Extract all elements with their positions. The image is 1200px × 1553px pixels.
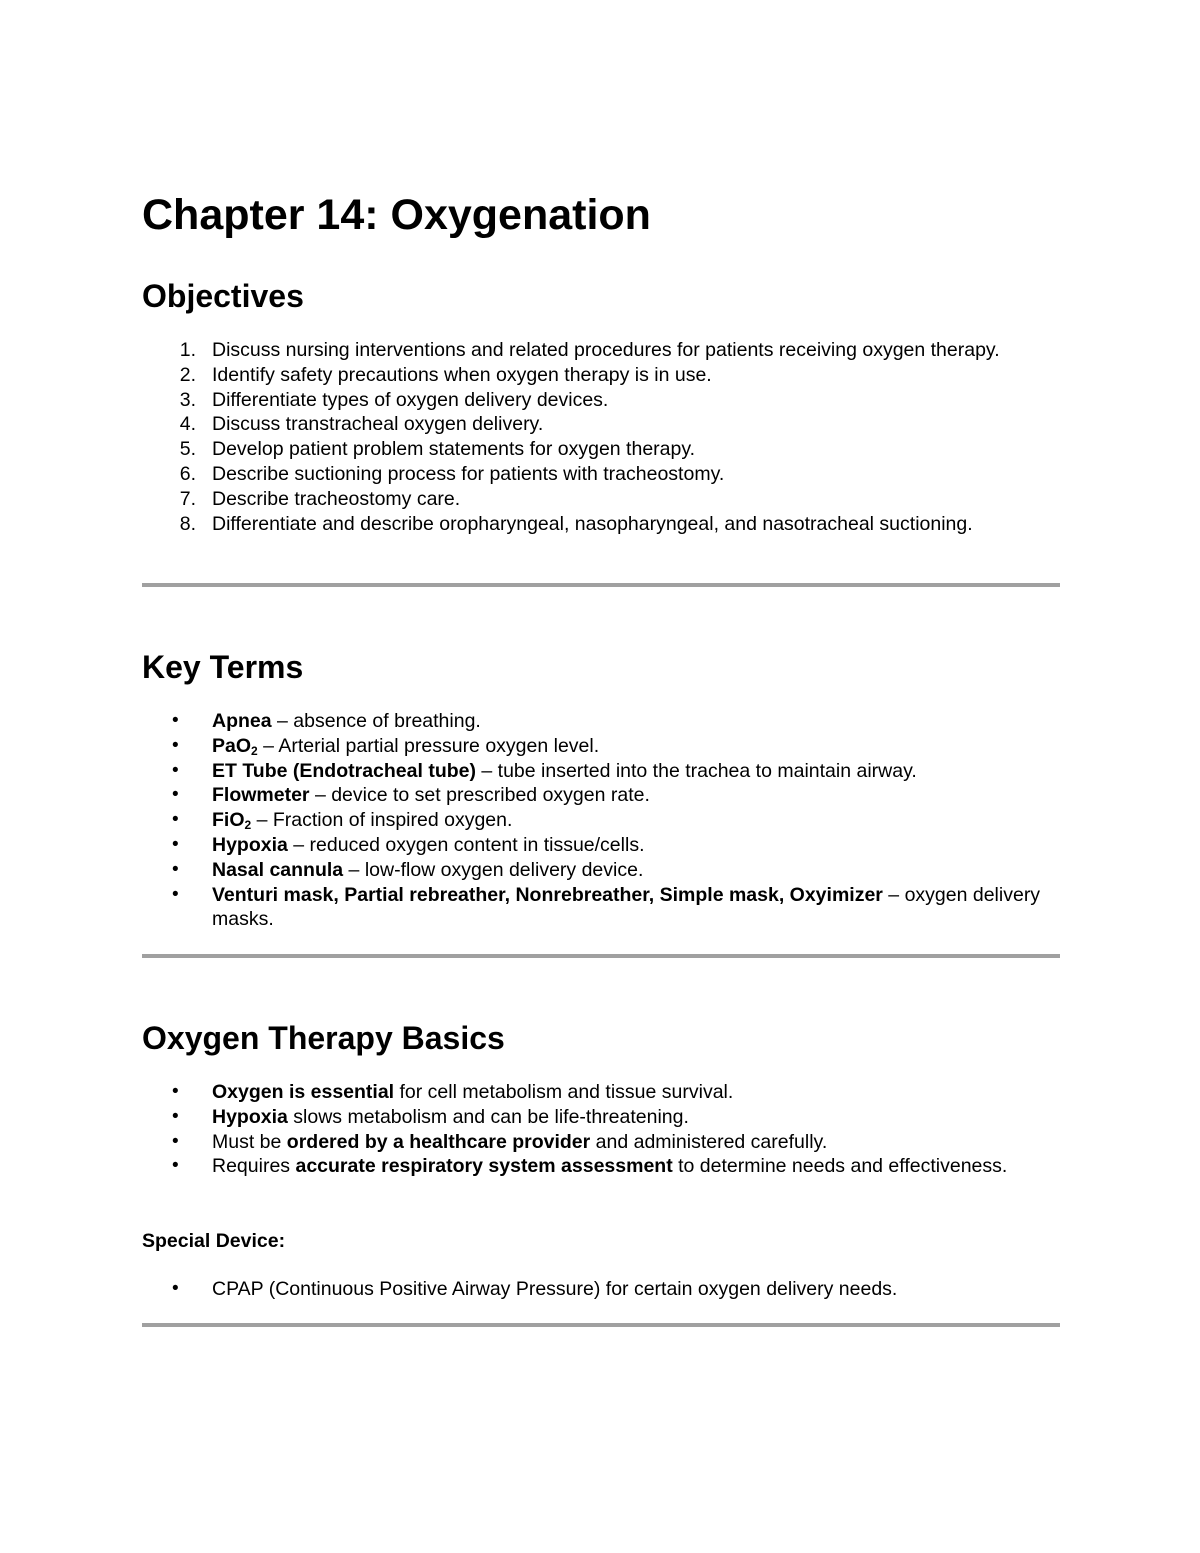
- bullet-icon: •: [172, 1105, 179, 1127]
- list-item: 7. Describe tracheostomy care.: [179, 487, 461, 510]
- bullet-icon: •: [172, 1130, 179, 1152]
- bullet-icon: •: [172, 759, 179, 781]
- list-item: 3. Differentiate types of oxygen delivery devices.: [179, 388, 609, 411]
- list-item: • Flowmeter – device to set prescribed oxygen rate.: [172, 784, 650, 807]
- list-item: 1. Discuss nursing interventions and related procedures for patients receiving oxygen therapy.: [179, 339, 1000, 361]
- bullet-icon: •: [172, 1278, 179, 1299]
- special-device-list: [142, 1277, 1060, 1302]
- bullet-icon: •: [172, 1155, 179, 1177]
- list-item: • Hypoxia slows metabolism and can be life-threatening.: [172, 1105, 689, 1128]
- bullet-icon: •: [172, 784, 179, 806]
- section-divider: [142, 954, 1060, 958]
- list-item: • FiO$_2$ – Fraction of inspired oxygen.: [172, 809, 513, 833]
- list-item: 6. Describe suctioning process for patients with tracheostomy.: [179, 462, 725, 485]
- special-device-label: Special Device:: [142, 1230, 286, 1252]
- list-item: 2. Identify safety precautions when oxygen therapy is in use.: [179, 363, 712, 386]
- objectives-list: [142, 338, 1060, 536]
- list-item: • Nasal cannula – low-flow oxygen delivery device.: [172, 858, 644, 881]
- list-item: • Venturi mask, Partial rebreather, Nonrebreather, Simple mask, Oxyimizer – oxygen delivery masks.: [172, 883, 1041, 931]
- section-divider: [142, 583, 1060, 587]
- list-item: • Hypoxia – reduced oxygen content in tissue/cells.: [172, 833, 645, 856]
- list-item: • CPAP (Continuous Positive Airway Pressure) for certain oxygen delivery needs.: [172, 1278, 898, 1300]
- list-item: 4. Discuss transtracheal oxygen delivery.: [179, 413, 544, 436]
- basics-list: [142, 1080, 1060, 1179]
- bullet-icon: •: [172, 883, 179, 905]
- list-item: • ET Tube (Endotracheal tube) – tube inserted into the trachea to maintain airway.: [172, 759, 917, 782]
- list-item: • Must be ordered by a healthcare provider and administered carefully.: [172, 1130, 828, 1153]
- objectives-heading: Objectives: [142, 278, 304, 314]
- bullet-icon: •: [172, 858, 179, 880]
- bullet-icon: •: [172, 734, 179, 756]
- key-terms-heading: Key Terms: [142, 649, 304, 685]
- section-divider: [142, 1323, 1060, 1327]
- list-item: • Oxygen is essential for cell metabolism and tissue survival.: [172, 1081, 734, 1103]
- list-item: 5. Develop patient problem statements for oxygen therapy.: [179, 438, 696, 461]
- list-item: • Apnea – absence of breathing.: [172, 710, 481, 732]
- bullet-icon: •: [172, 1081, 179, 1102]
- key-terms-list: [142, 709, 1060, 932]
- bullet-icon: •: [172, 710, 179, 731]
- list-item: 8. Differentiate and describe oropharyngeal, nasopharyngeal, and nasotracheal suctioning.: [179, 512, 973, 535]
- bullet-icon: •: [172, 833, 179, 855]
- list-item: • PaO$_2$ – Arterial partial pressure oxygen level.: [172, 734, 600, 758]
- page-title: Chapter 14: Oxygenation: [142, 191, 651, 239]
- list-item: • Requires accurate respiratory system assessment to determine needs and effectiveness.: [172, 1155, 1008, 1178]
- basics-heading: Oxygen Therapy Basics: [142, 1020, 505, 1056]
- bullet-icon: •: [172, 809, 179, 831]
